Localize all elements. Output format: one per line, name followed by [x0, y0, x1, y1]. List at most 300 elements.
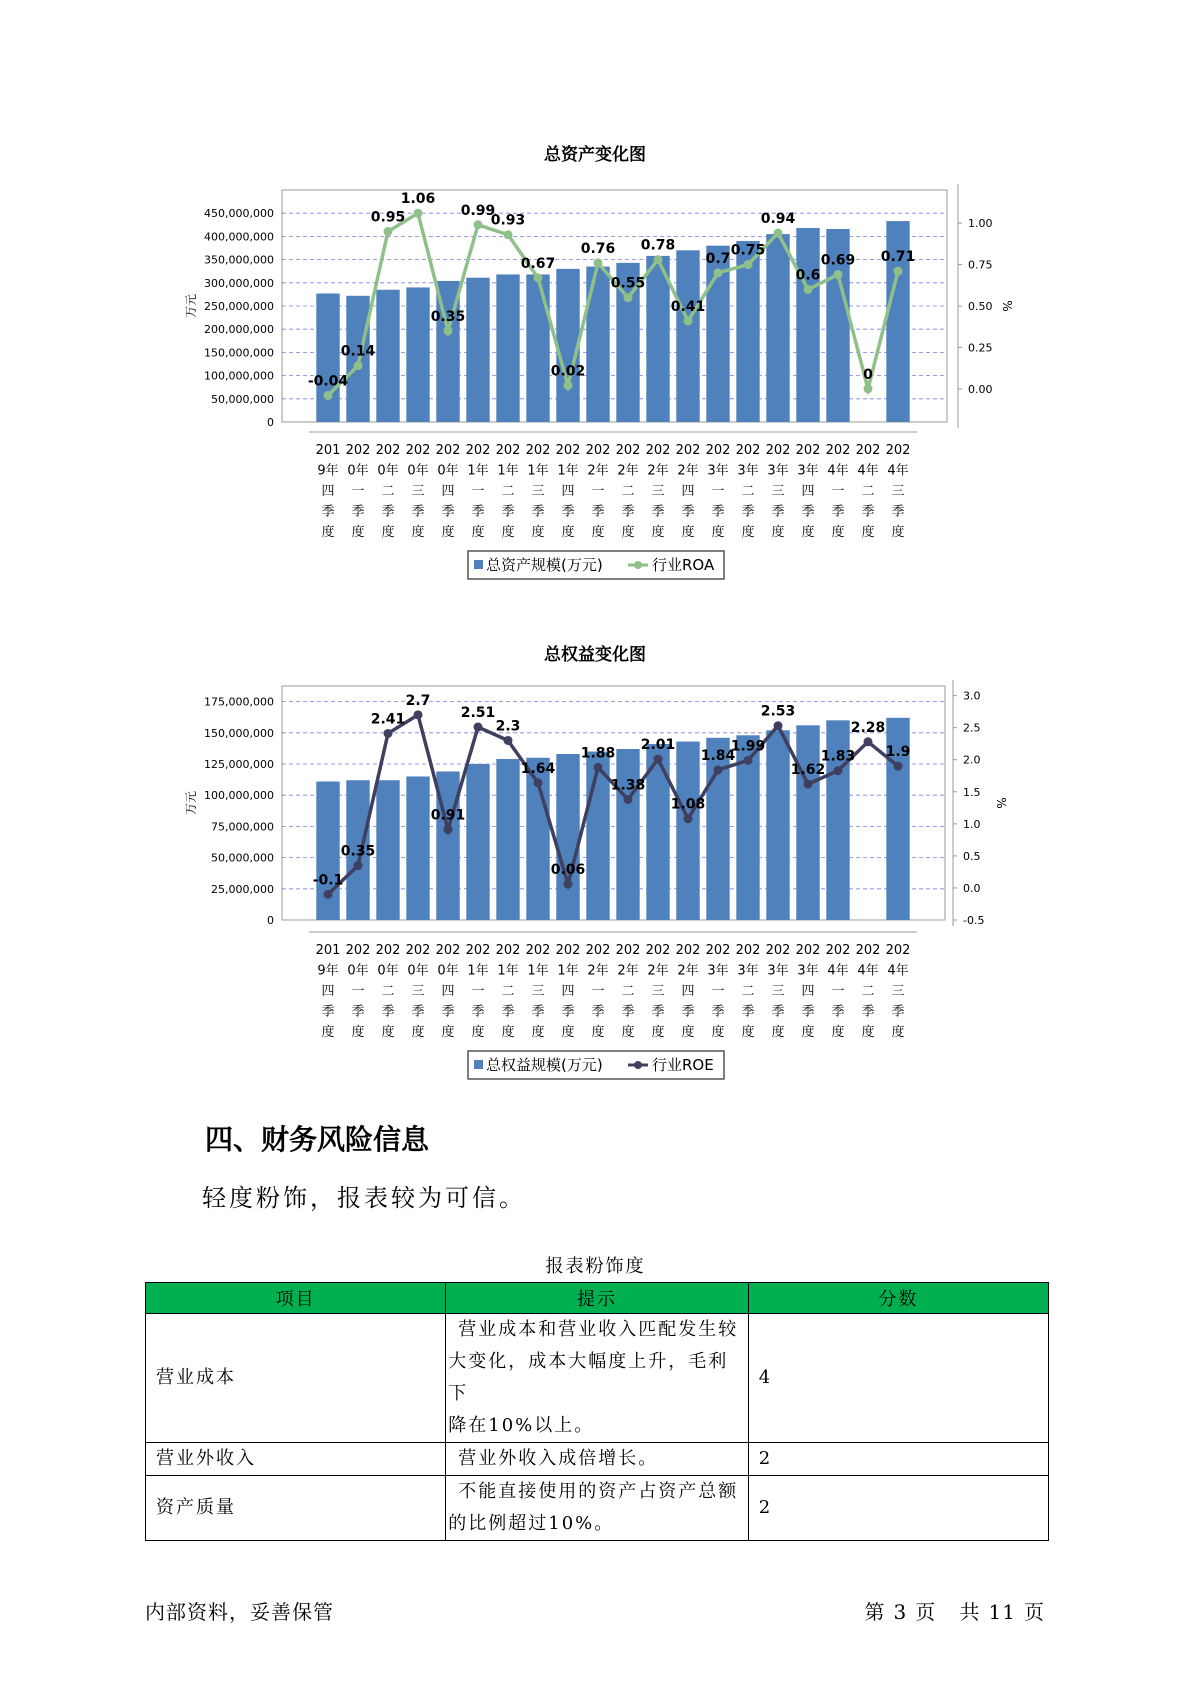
bar [466, 278, 489, 422]
x-tick-label: 度 [621, 525, 635, 540]
x-tick-label: 202 [675, 443, 701, 458]
data-label: 0 [863, 366, 873, 383]
y-tick-label: 250,000,000 [204, 300, 274, 313]
row-score: 2 [748, 1476, 1048, 1541]
total-equity-chart [0, 630, 1191, 1100]
legend-line-marker [634, 1061, 642, 1069]
data-label: 0.78 [640, 237, 676, 254]
line-point [474, 220, 483, 229]
y2-tick-label: 0.50 [968, 300, 993, 313]
x-tick-label: 度 [741, 525, 755, 540]
data-label: 0.7 [705, 250, 731, 267]
x-tick-label: 202 [615, 943, 641, 958]
x-tick-label: 季 [471, 1004, 485, 1020]
x-tick-label: 季 [771, 504, 785, 520]
x-tick-label: 四 [801, 984, 815, 999]
x-tick-label: 二 [861, 484, 875, 499]
x-tick-label: 二 [741, 984, 755, 999]
data-label: 0.35 [430, 308, 466, 325]
x-tick-label: 度 [801, 525, 815, 540]
footer-page-info [860, 1596, 1049, 1625]
line-point [684, 316, 693, 325]
line-point [384, 729, 393, 738]
x-tick-label: 度 [681, 1025, 695, 1040]
x-tick-label: 度 [711, 525, 725, 540]
x-tick-label: 4年 [857, 963, 879, 979]
x-tick-label: 201 [315, 943, 341, 958]
line-point [414, 710, 423, 719]
data-label: 0.6 [795, 267, 821, 284]
y-tick-label: 25,000,000 [211, 882, 274, 896]
x-tick-label: 202 [375, 943, 401, 958]
x-tick-label: 202 [585, 943, 611, 958]
x-tick-label: 季 [321, 1004, 335, 1020]
legend-line-marker [634, 561, 642, 569]
data-label: 0.99 [460, 202, 496, 219]
data-label: 1.64 [520, 760, 556, 777]
x-tick-label: 2年 [677, 463, 699, 479]
x-tick-label: 季 [411, 1004, 425, 1020]
x-tick-label: 度 [891, 1025, 905, 1040]
x-tick-label: 度 [321, 525, 335, 540]
data-label: 0.06 [550, 862, 586, 879]
line-point [864, 737, 873, 746]
x-tick-label: 一 [831, 484, 845, 499]
data-label: 1.08 [670, 796, 706, 813]
x-tick-label: 3年 [707, 963, 729, 979]
x-tick-label: 度 [561, 525, 575, 540]
x-tick-label: 季 [351, 504, 365, 520]
data-label: 2.01 [640, 737, 676, 754]
data-label: 0.93 [490, 212, 526, 229]
x-tick-label: 二 [861, 984, 875, 999]
x-tick-label: 202 [735, 443, 761, 458]
x-tick-label: 季 [381, 504, 395, 520]
x-tick-label: 季 [771, 1004, 785, 1020]
x-tick-label: 202 [525, 443, 551, 458]
bar [316, 293, 339, 422]
x-tick-label: 三 [411, 984, 425, 999]
y-axis-label: 万元 [184, 790, 198, 816]
chart-title: 总资产变化图 [544, 145, 646, 165]
x-tick-label: 季 [681, 504, 695, 520]
x-tick-label: 202 [705, 943, 731, 958]
tip-line: 降在10%以上。 [448, 1415, 595, 1436]
x-tick-label: 度 [891, 525, 905, 540]
x-tick-label: 4年 [887, 963, 909, 979]
x-tick-label: 2年 [617, 463, 639, 479]
y2-axis-label: % [1000, 300, 1014, 312]
x-tick-label: 1年 [557, 963, 579, 979]
row-item: 营业成本 [146, 1314, 446, 1443]
x-tick-label: 三 [771, 484, 785, 499]
y-tick-label: 0 [267, 416, 274, 429]
x-tick-label: 一 [351, 984, 365, 999]
risk-table [145, 1282, 1049, 1541]
data-label: 0.41 [670, 298, 706, 315]
y-tick-label: 300,000,000 [204, 276, 274, 290]
footer-confidential: 内部资料，妥善保管 [145, 1600, 334, 1624]
y-tick-label: 150,000,000 [204, 726, 274, 740]
x-tick-label: 202 [795, 943, 821, 958]
line-point [714, 765, 723, 774]
x-tick-label: 202 [495, 943, 521, 958]
x-tick-label: 202 [585, 443, 611, 458]
x-tick-label: 9年 [317, 463, 339, 479]
y-tick-label: 200,000,000 [204, 323, 274, 337]
x-tick-label: 度 [351, 1025, 365, 1040]
bar [376, 780, 399, 920]
x-tick-label: 四 [561, 484, 575, 499]
bar [646, 256, 669, 422]
x-tick-label: 季 [651, 504, 665, 520]
legend-bar-label: 总权益规模(万元) [486, 1056, 603, 1074]
x-tick-label: 季 [861, 1004, 875, 1020]
data-label: 1.83 [820, 748, 856, 765]
x-tick-label: 季 [861, 504, 875, 520]
bar [796, 228, 819, 422]
total-assets-chart-svg [0, 130, 1191, 600]
x-tick-label: 4年 [827, 963, 849, 979]
x-tick-label: 度 [531, 1025, 545, 1040]
x-tick-label: 一 [351, 484, 365, 499]
line-point [624, 293, 633, 302]
x-tick-label: 202 [405, 443, 431, 458]
x-tick-label: 度 [861, 525, 875, 540]
x-tick-label: 度 [861, 1025, 875, 1040]
x-tick-label: 202 [345, 943, 371, 958]
x-tick-label: 0年 [437, 463, 459, 479]
data-label: 2.7 [405, 692, 431, 709]
data-label: 0.75 [730, 242, 766, 259]
y2-tick-label: -0.5 [963, 914, 985, 927]
y2-tick-label: 1.00 [968, 217, 993, 231]
x-tick-label: 3年 [767, 963, 789, 979]
x-tick-label: 度 [591, 525, 605, 540]
x-tick-label: 202 [465, 443, 491, 458]
bar [676, 250, 699, 422]
data-label: 0.76 [580, 240, 616, 257]
total-assets-chart [0, 130, 1191, 600]
x-tick-label: 季 [501, 1004, 515, 1020]
y2-tick-label: 2.5 [963, 721, 981, 735]
bar [496, 759, 519, 920]
x-tick-label: 2年 [587, 463, 609, 479]
header-tip: 提示 [446, 1283, 748, 1314]
line-point [324, 391, 333, 400]
x-tick-label: 0年 [437, 963, 459, 979]
x-tick-label: 一 [471, 984, 485, 999]
x-tick-label: 二 [621, 984, 635, 999]
x-tick-label: 2年 [587, 963, 609, 979]
bar [706, 738, 729, 920]
x-tick-label: 季 [801, 1004, 815, 1020]
bar [766, 730, 789, 920]
x-tick-label: 0年 [407, 963, 429, 979]
x-tick-label: 四 [561, 984, 575, 999]
x-tick-label: 度 [561, 1025, 575, 1040]
bar [466, 764, 489, 920]
x-tick-label: 季 [621, 1004, 635, 1020]
x-tick-label: 202 [675, 943, 701, 958]
x-tick-label: 度 [411, 1025, 425, 1040]
x-tick-label: 季 [741, 1004, 755, 1020]
data-label: 0.95 [370, 209, 406, 226]
x-tick-label: 度 [621, 1025, 635, 1040]
tip-line: 营业外收入成倍增长。 [458, 1448, 659, 1469]
bar [556, 754, 579, 920]
bar [316, 781, 339, 920]
line-point [354, 361, 363, 370]
line-point [534, 778, 543, 787]
x-tick-label: 二 [501, 984, 515, 999]
y-axis-label: 万元 [184, 293, 198, 319]
x-tick-label: 201 [315, 443, 341, 458]
x-tick-label: 季 [681, 1004, 695, 1020]
x-tick-label: 一 [831, 984, 845, 999]
line-point [864, 384, 873, 393]
x-tick-label: 三 [891, 984, 905, 999]
y2-axis-label: % [994, 797, 1008, 809]
data-label: 2.28 [850, 719, 886, 736]
x-tick-label: 三 [771, 984, 785, 999]
data-label: 0.67 [520, 255, 556, 272]
page-suffix: 页 [915, 1600, 937, 1624]
y2-tick-label: 0.0 [963, 881, 981, 895]
x-tick-label: 季 [501, 504, 515, 520]
x-tick-label: 2年 [617, 963, 639, 979]
x-tick-label: 四 [321, 984, 335, 999]
x-tick-label: 度 [771, 1025, 785, 1040]
data-label: 2.53 [760, 703, 796, 720]
x-tick-label: 3年 [797, 463, 819, 479]
table-row [146, 1443, 1049, 1476]
x-tick-label: 度 [411, 525, 425, 540]
x-tick-label: 一 [591, 984, 605, 999]
line-point [684, 814, 693, 823]
x-tick-label: 3年 [737, 963, 759, 979]
legend-line-label: 行业ROE [652, 1056, 714, 1074]
tip-line: 的比例超过10%。 [448, 1513, 615, 1534]
data-label: -0.04 [307, 373, 349, 390]
x-tick-label: 202 [645, 943, 671, 958]
x-tick-label: 季 [381, 1004, 395, 1020]
page-prefix: 第 [864, 1600, 886, 1624]
x-tick-label: 三 [891, 484, 905, 499]
line-point [594, 763, 603, 772]
y2-tick-label: 0.75 [968, 258, 993, 272]
data-label: 1.38 [610, 777, 646, 794]
x-tick-label: 度 [531, 525, 545, 540]
x-tick-label: 季 [831, 1004, 845, 1020]
x-tick-label: 四 [321, 484, 335, 499]
line-point [504, 736, 513, 745]
x-tick-label: 一 [591, 484, 605, 499]
x-tick-label: 202 [885, 943, 911, 958]
data-label: 1.84 [700, 747, 736, 764]
y2-tick-label: 1.0 [963, 817, 981, 831]
bar [676, 742, 699, 920]
line-point [444, 326, 453, 335]
tip-line: 不能直接使用的资产占资产总额 [458, 1481, 739, 1502]
x-tick-label: 季 [591, 1004, 605, 1020]
y-tick-label: 150,000,000 [204, 346, 274, 360]
x-tick-label: 三 [531, 984, 545, 999]
x-tick-label: 一 [711, 984, 725, 999]
bar [526, 274, 549, 422]
x-tick-label: 二 [381, 984, 395, 999]
x-tick-label: 4年 [827, 463, 849, 479]
data-label: 1.62 [790, 762, 826, 779]
x-tick-label: 季 [621, 504, 635, 520]
x-tick-label: 1年 [527, 963, 549, 979]
x-tick-label: 度 [801, 1025, 815, 1040]
line-point [654, 755, 663, 764]
risk-summary: 轻度粉饰，报表较为可信。 [202, 1184, 526, 1212]
x-tick-label: 2年 [647, 963, 669, 979]
line-point [804, 285, 813, 294]
table-row [146, 1314, 1049, 1443]
x-tick-label: 季 [891, 1004, 905, 1020]
x-tick-label: 四 [681, 984, 695, 999]
x-tick-label: 季 [741, 504, 755, 520]
x-tick-label: 度 [501, 525, 515, 540]
chart-title: 总权益变化图 [544, 645, 646, 665]
data-label: 1.06 [400, 191, 436, 208]
y-tick-label: 350,000,000 [204, 253, 274, 267]
tip-line: 营业成本和营业收入匹配发生较 [458, 1319, 739, 1340]
bar [406, 776, 429, 920]
bar [766, 234, 789, 422]
x-tick-label: 202 [765, 443, 791, 458]
x-tick-label: 度 [741, 1025, 755, 1040]
legend-bar-swatch [474, 560, 483, 569]
x-tick-label: 202 [795, 443, 821, 458]
x-tick-label: 三 [411, 484, 425, 499]
x-tick-label: 202 [495, 443, 521, 458]
line-point [594, 258, 603, 267]
line-point [384, 227, 393, 236]
x-tick-label: 度 [471, 525, 485, 540]
y-tick-label: 175,000,000 [204, 695, 274, 709]
line-point [744, 260, 753, 269]
total-suffix: 页 [1024, 1600, 1045, 1624]
x-tick-label: 度 [381, 525, 395, 540]
page-number: 3 [893, 1600, 908, 1624]
line-point [894, 267, 903, 276]
x-tick-label: 2年 [677, 963, 699, 979]
table-header-row [146, 1283, 1049, 1314]
x-tick-label: 4年 [857, 463, 879, 479]
line-point [474, 723, 483, 732]
x-tick-label: 3年 [737, 463, 759, 479]
header-score: 分数 [748, 1283, 1048, 1314]
y2-tick-label: 3.0 [963, 689, 981, 703]
y2-tick-label: 1.5 [963, 785, 981, 799]
total-pages: 11 [988, 1600, 1016, 1624]
bar [406, 287, 429, 422]
y2-tick-label: 2.0 [963, 753, 981, 767]
y-tick-label: 450,000,000 [204, 207, 274, 221]
x-tick-label: 季 [831, 504, 845, 520]
x-tick-label: 202 [465, 943, 491, 958]
bar [376, 290, 399, 422]
data-label: 2.3 [495, 718, 521, 735]
section-heading: 四、财务风险信息 [205, 1123, 430, 1156]
x-tick-label: 季 [351, 1004, 365, 1020]
row-tip [446, 1314, 748, 1443]
x-tick-label: 1年 [497, 963, 519, 979]
y2-tick-label: 0.25 [968, 341, 993, 355]
data-label: 2.51 [460, 705, 496, 722]
x-tick-label: 3年 [797, 963, 819, 979]
x-tick-label: 度 [651, 525, 665, 540]
line-point [744, 756, 753, 765]
x-tick-label: 季 [651, 1004, 665, 1020]
x-tick-label: 一 [471, 484, 485, 499]
x-tick-label: 202 [435, 943, 461, 958]
y-tick-label: 50,000,000 [211, 392, 274, 406]
row-item: 资产质量 [146, 1476, 446, 1541]
data-label: -0.1 [312, 872, 344, 889]
row-score: 2 [748, 1443, 1048, 1476]
data-label: 0.35 [340, 843, 376, 860]
x-tick-label: 度 [441, 525, 455, 540]
x-tick-label: 季 [321, 504, 335, 520]
x-tick-label: 季 [891, 504, 905, 520]
x-tick-label: 202 [705, 443, 731, 458]
x-tick-label: 季 [441, 504, 455, 520]
line-point [564, 880, 573, 889]
data-label: 0.14 [340, 343, 376, 360]
x-tick-label: 2年 [647, 463, 669, 479]
x-tick-label: 1年 [497, 463, 519, 479]
x-tick-label: 4年 [887, 463, 909, 479]
x-tick-label: 202 [765, 943, 791, 958]
x-tick-label: 度 [471, 1025, 485, 1040]
x-tick-label: 季 [531, 1004, 545, 1020]
x-tick-label: 202 [555, 943, 581, 958]
x-tick-label: 季 [561, 504, 575, 520]
x-tick-label: 度 [711, 1025, 725, 1040]
data-label: 0.94 [760, 211, 796, 228]
line-point [534, 273, 543, 282]
line-point [774, 721, 783, 730]
line-point [414, 209, 423, 218]
x-tick-label: 202 [435, 443, 461, 458]
x-tick-label: 季 [441, 1004, 455, 1020]
x-tick-label: 三 [531, 484, 545, 499]
bar [496, 274, 519, 422]
y-tick-label: 75,000,000 [211, 820, 274, 834]
x-tick-label: 3年 [767, 463, 789, 479]
total-equity-chart-svg [0, 630, 1191, 1100]
y-tick-label: 50,000,000 [211, 851, 274, 865]
line-point [564, 381, 573, 390]
line-point [894, 762, 903, 771]
x-tick-label: 二 [621, 484, 635, 499]
x-tick-label: 季 [411, 504, 425, 520]
data-label: 0.71 [880, 249, 916, 266]
data-label: 1.88 [580, 745, 616, 762]
legend-bar-swatch [474, 1060, 483, 1069]
x-tick-label: 四 [441, 984, 455, 999]
x-tick-label: 1年 [527, 463, 549, 479]
x-tick-label: 202 [405, 943, 431, 958]
x-tick-label: 三 [651, 984, 665, 999]
x-tick-label: 度 [351, 525, 365, 540]
x-tick-label: 度 [771, 525, 785, 540]
